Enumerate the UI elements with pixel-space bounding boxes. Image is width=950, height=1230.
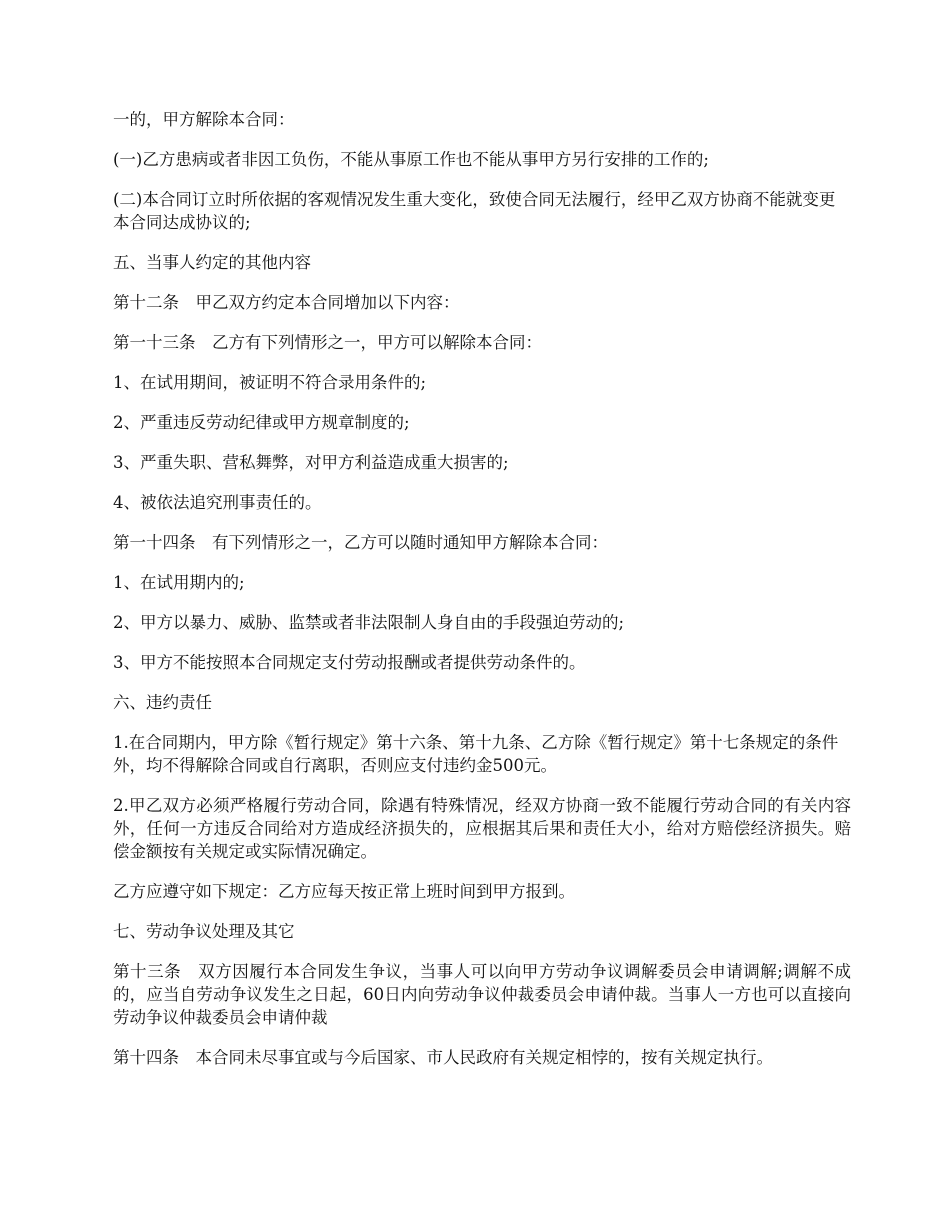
paragraph-dispute-article-13: 第十三条 双方因履行本合同发生争议，当事人可以向甲方劳动争议调解委员会申请调解;调解不成的，应当自劳动争议发生之日起，60日内向劳动争议仲裁委员会申请仲裁。当事人一方也可以直接向劳动争议仲裁委员会申请仲裁 (113, 962, 851, 1027)
paragraph-dispute-article-14: 第十四条 本合同未尽事宜或与今后国家、市人民政府有关规定相悖的，按有关规定执行。 (113, 1048, 773, 1067)
section-heading-breach-liability: 六、违约责任 (113, 693, 212, 712)
list-item-dereliction: 3、严重失职、营私舞弊，对甲方利益造成重大损害的; (113, 453, 509, 472)
paragraph-breach-2: 2.甲乙双方必须严格履行劳动合同，除遇有特殊情况，经双方协商一致不能履行劳动合同的有关内容外，任何一方违反合同给对方造成经济损失的，应根据其后果和责任大小，给对方赔偿经济损失。赔偿金额按有关规定或实际情况确定。 (113, 796, 851, 861)
section-heading-disputes: 七、劳动争议处理及其它 (113, 922, 295, 941)
paragraph-attendance-rule: 乙方应遵守如下规定：乙方应每天按正常上班时间到甲方报到。 (113, 882, 575, 901)
paragraph-breach-1: 1.在合同期内，甲方除《暂行规定》第十六条、第十九条、乙方除《暂行规定》第十七条规定的条件外，均不得解除合同或自行离职，否则应支付违约金500元。 (113, 733, 839, 775)
list-item-unpaid-wages: 3、甲方不能按照本合同规定支付劳动报酬或者提供劳动条件的。 (113, 653, 586, 672)
list-item-forced-labor: 2、甲方以暴力、威胁、监禁或者非法限制人身自由的手段强迫劳动的; (113, 613, 625, 632)
paragraph-termination-intro: 一的，甲方解除本合同： (113, 110, 295, 129)
paragraph-article-12: 第十二条 甲乙双方约定本合同增加以下内容： (113, 293, 460, 312)
list-item-probation: 1、在试用期内的; (113, 573, 245, 592)
paragraph-clause-circumstance-change: (二)本合同订立时所依据的客观情况发生重大变化，致使合同无法履行，经甲乙双方协商不能就变更本合同达成协议的; (113, 190, 836, 232)
section-heading-other-terms: 五、当事人约定的其他内容 (113, 253, 311, 272)
document-page (113, 108, 851, 1086)
list-item-probation-unqualified: 1、在试用期间，被证明不符合录用条件的; (113, 373, 427, 392)
list-item-criminal-liability: 4、被依法追究刑事责任的。 (113, 493, 322, 512)
paragraph-article-14: 第一十四条 有下列情形之一，乙方可以随时通知甲方解除本合同： (113, 533, 608, 552)
paragraph-clause-illness: (一)乙方患病或者非因工负伤，不能从事原工作也不能从事甲方另行安排的工作的; (113, 150, 709, 169)
paragraph-article-13: 第一十三条 乙方有下列情形之一，甲方可以解除本合同： (113, 333, 542, 352)
list-item-discipline-violation: 2、严重违反劳动纪律或甲方规章制度的; (113, 413, 410, 432)
